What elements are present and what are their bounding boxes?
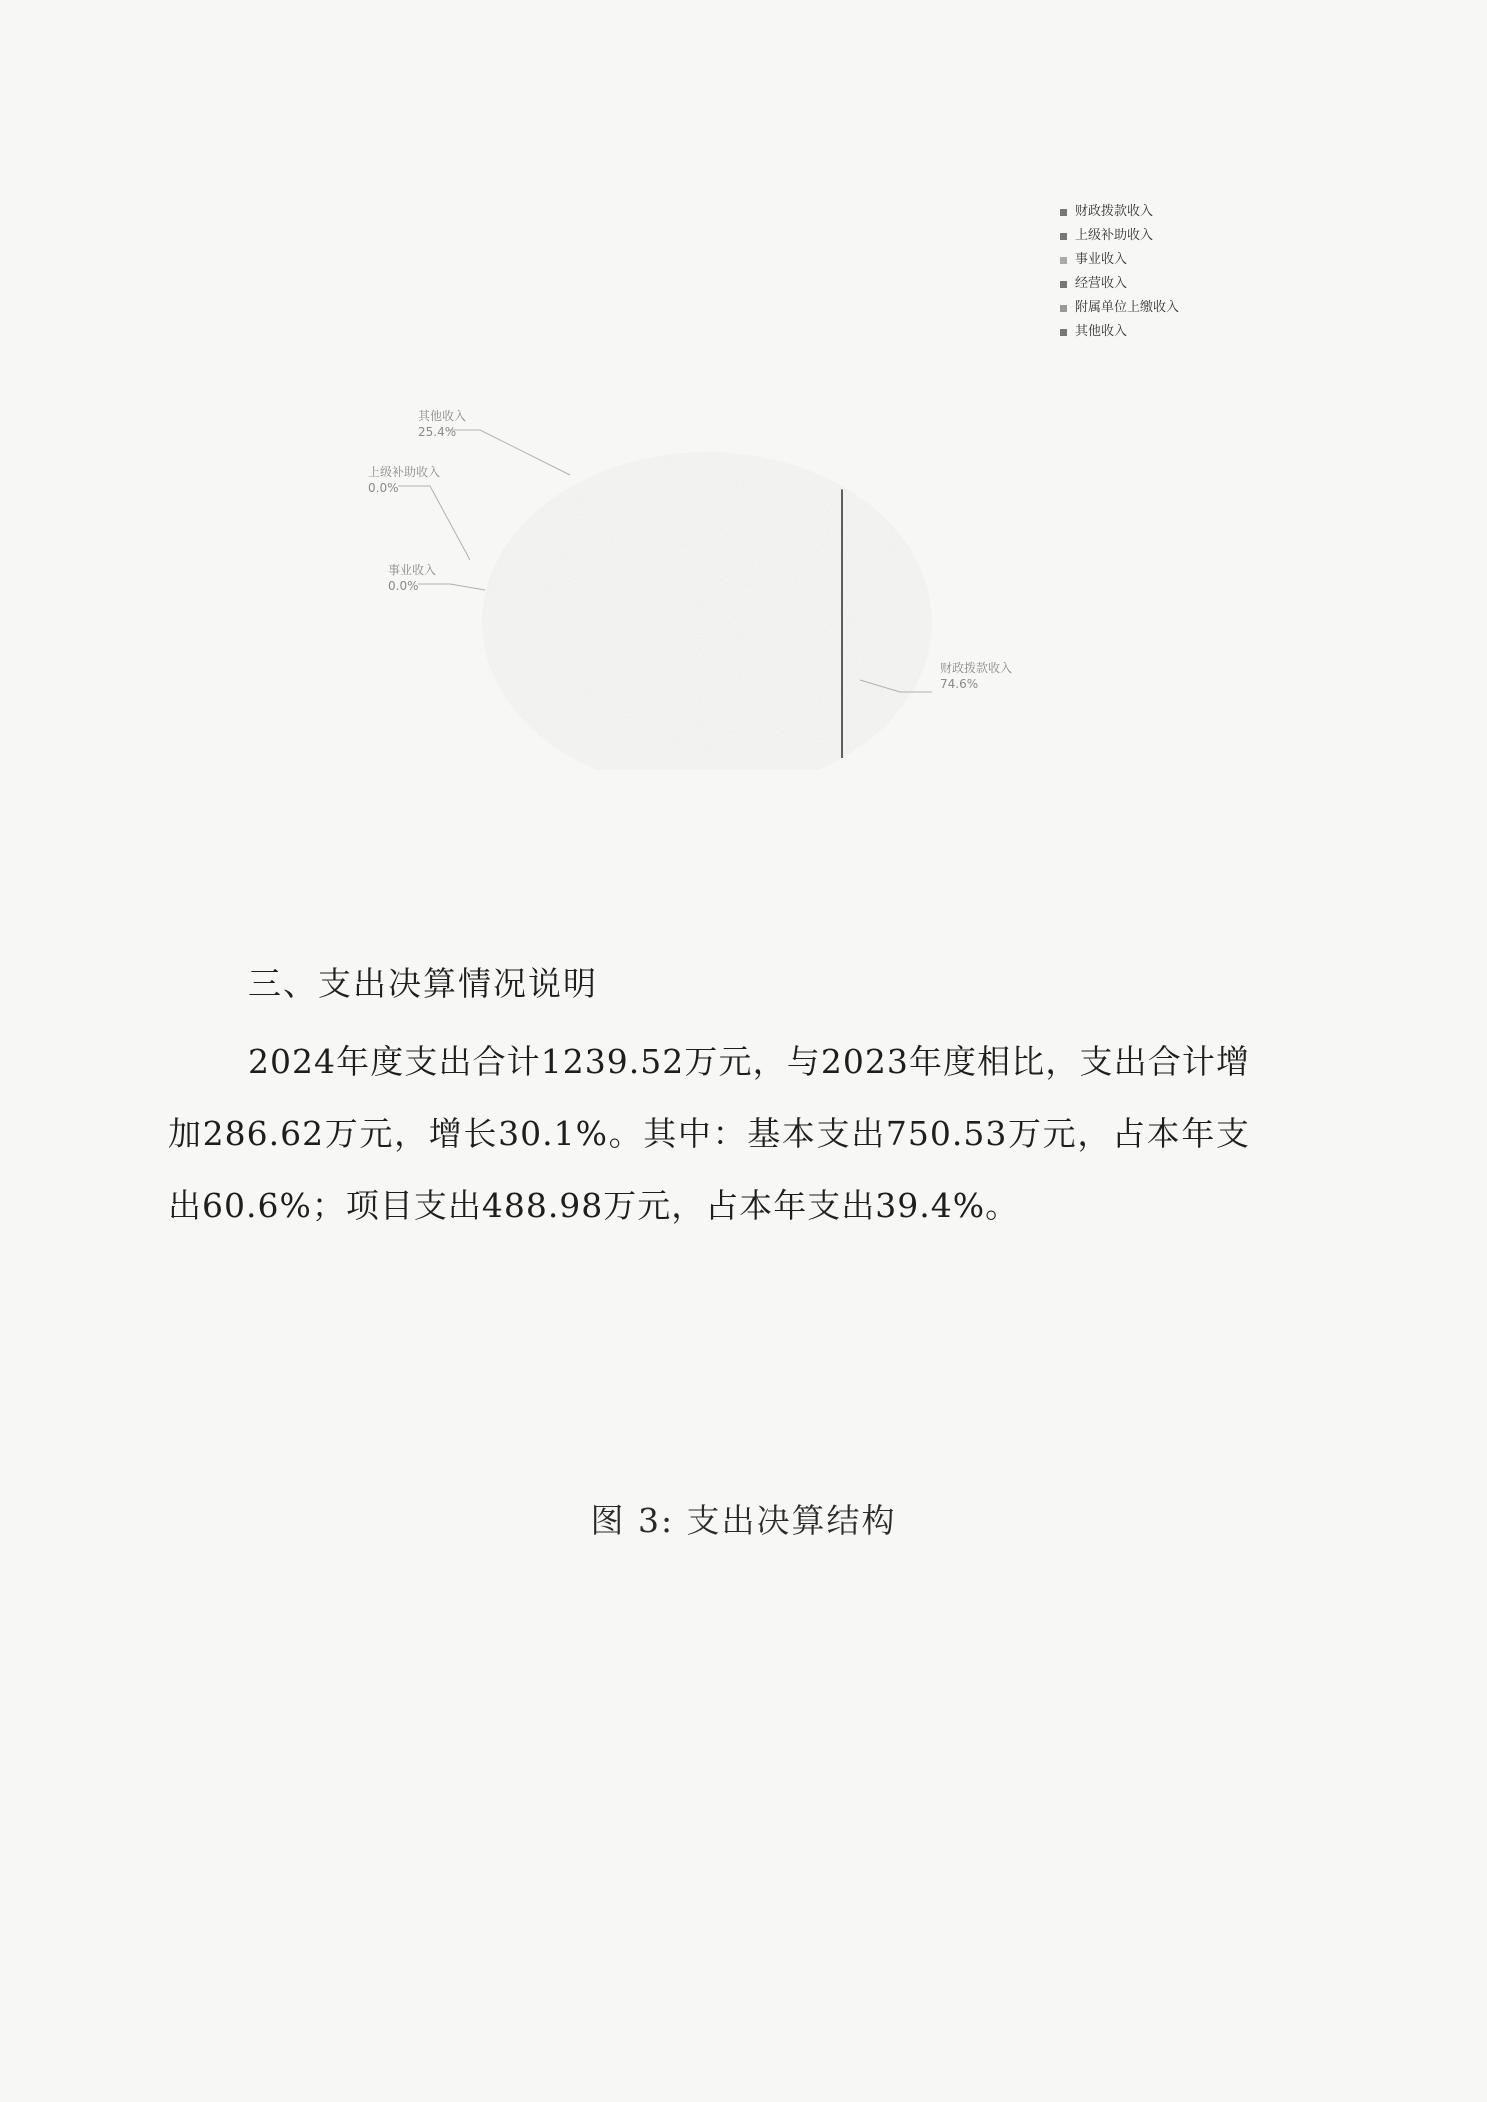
legend-label: 事业收入 (1075, 252, 1128, 267)
slice-label-pct: 25.4% (418, 425, 457, 439)
legend-label: 其他收入 (1075, 324, 1128, 339)
legend-label: 附属单位上缴收入 (1075, 300, 1180, 315)
income-pie-chart (320, 190, 1220, 770)
legend-item (1060, 200, 1179, 224)
slice-label-business (388, 562, 436, 594)
slice-label-name: 财政拨款收入 (940, 661, 1013, 675)
legend-item (1060, 224, 1179, 248)
section-heading: 三、支出决算情况说明 (248, 964, 598, 1003)
legend-swatch (1060, 257, 1067, 264)
chart-legend (1060, 200, 1179, 344)
figure-caption: 图 3: 支出决算结构 (590, 1501, 897, 1540)
legend-swatch (1060, 305, 1067, 312)
slice-label-pct: 0.0% (388, 579, 419, 593)
slice-label-pct: 74.6% (940, 677, 979, 691)
legend-swatch (1060, 329, 1067, 336)
legend-swatch (1060, 209, 1067, 216)
legend-label: 财政拨款收入 (1075, 204, 1154, 219)
slice-label-name: 事业收入 (388, 563, 437, 577)
slice-label-name: 上级补助收入 (368, 465, 441, 479)
slice-label-superior-subsidy (368, 464, 440, 496)
section-paragraph: 2024年度支出合计1239.52万元，与2023年度相比，支出合计增加286.62万元，增长30.1%。其中：基本支出750.53万元，占本年支出60.6%；项目支出488.98万元，占本年支出39.4%。 (168, 1042, 1250, 1225)
legend-item (1060, 248, 1179, 272)
legend-label: 上级补助收入 (1075, 228, 1154, 243)
legend-swatch (1060, 233, 1067, 240)
legend-item (1060, 272, 1179, 296)
legend-label: 经营收入 (1075, 276, 1128, 291)
leader-line-1 (398, 486, 470, 560)
slice-label-name: 其他收入 (418, 409, 467, 423)
legend-item (1060, 296, 1179, 320)
slice-label-fiscal (940, 660, 1012, 692)
slice-label-other (418, 408, 466, 440)
slice-label-pct: 0.0% (368, 481, 399, 495)
leader-line-0 (448, 430, 570, 475)
pie-slices (482, 452, 932, 770)
legend-swatch (1060, 281, 1067, 288)
legend-item (1060, 320, 1179, 344)
